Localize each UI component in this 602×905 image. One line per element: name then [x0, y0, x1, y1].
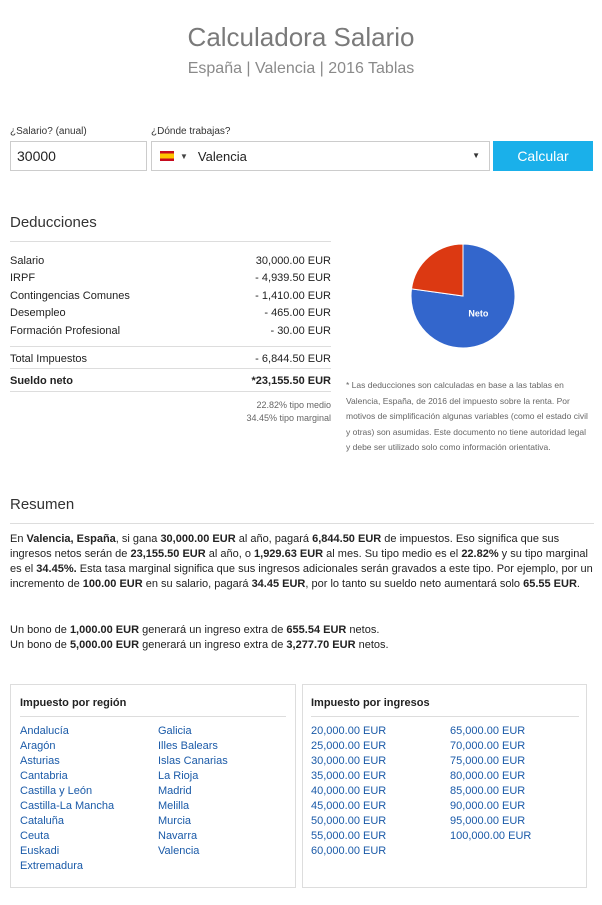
list-link[interactable]: La Rioja — [158, 770, 199, 782]
list-link[interactable]: 75,000.00 EUR — [450, 755, 526, 767]
divider — [10, 391, 331, 392]
list-link[interactable]: 30,000.00 EUR — [311, 755, 387, 767]
summary-text-run: En — [10, 533, 27, 545]
total-taxes-value: - 6,844.50 EUR — [255, 352, 331, 365]
list-link[interactable]: Valencia — [158, 845, 200, 857]
list-link[interactable]: 25,000.00 EUR — [311, 740, 387, 752]
deduction-label: Desempleo — [10, 307, 66, 319]
summary-text-run: 23,155.50 EUR — [130, 548, 206, 560]
bonus-5000-text — [10, 638, 594, 653]
summary-text-run: en su salario, pagará — [142, 578, 252, 590]
divider — [311, 716, 579, 717]
list-link[interactable]: 65,000.00 EUR — [450, 725, 526, 737]
summary-text-run: al mes. Su tipo medio es el — [323, 548, 462, 560]
list-link[interactable]: 100,000.00 EUR — [450, 830, 532, 842]
list-link[interactable]: Illes Balears — [158, 740, 218, 752]
deduction-label: IRPF — [10, 272, 36, 284]
summary-heading: Resumen — [10, 496, 75, 513]
pie-slice-impuestos — [411, 244, 463, 296]
calculate-button[interactable]: Calcular — [493, 141, 593, 171]
tax-by-region-panel — [10, 684, 296, 888]
summary-text-run: 34.45 EUR — [251, 578, 306, 590]
salary-label: ¿Salario? (anual) — [10, 126, 87, 137]
deduction-value: - 4,939.50 EUR — [255, 272, 331, 284]
list-link[interactable]: 40,000.00 EUR — [311, 785, 387, 797]
net-salary-value: *23,155.50 EUR — [251, 374, 331, 387]
deduction-row — [10, 252, 331, 269]
divider — [10, 241, 331, 242]
total-taxes-row — [10, 350, 331, 367]
net-salary-label: Sueldo neto — [10, 374, 73, 387]
list-link[interactable]: 70,000.00 EUR — [450, 740, 526, 752]
summary-text-run: Un bono de — [10, 624, 70, 636]
summary-text-run: 34.45%. — [36, 563, 77, 575]
summary-text-run: , si gana — [115, 533, 161, 545]
total-taxes-label: Total Impuestos — [10, 352, 88, 365]
list-link[interactable]: 20,000.00 EUR — [311, 725, 387, 737]
list-link[interactable]: Ceuta — [20, 830, 50, 842]
summary-text-run: generará un ingreso extra de — [139, 639, 287, 651]
summary-text-run: netos. — [346, 624, 380, 636]
divider — [20, 716, 286, 717]
pie-slice-label: Neto — [468, 308, 489, 319]
deduction-row — [10, 305, 331, 322]
deduction-label: Salario — [10, 254, 45, 267]
summary-text-run: Un bono de — [10, 639, 70, 651]
deduction-row — [10, 322, 331, 339]
page-title: Calculadora Salario — [187, 22, 415, 52]
deduction-label: Formación Profesional — [10, 324, 121, 337]
summary-text-run: 655.54 EUR — [286, 624, 347, 636]
flag-caret-icon: ▼ — [180, 151, 188, 161]
list-link[interactable]: Cataluña — [20, 815, 65, 827]
summary-text-run: y su tipo marginal es el — [10, 548, 588, 575]
summary-text-run: 6,844.50 EUR — [312, 533, 382, 545]
list-link[interactable]: Cantabria — [20, 770, 68, 782]
region-list-2 — [158, 724, 228, 859]
list-link[interactable]: Madrid — [158, 785, 192, 797]
list-link[interactable]: Murcia — [158, 815, 192, 827]
chevron-down-icon: ▼ — [472, 151, 480, 160]
list-link[interactable]: 80,000.00 EUR — [450, 770, 526, 782]
divider — [10, 523, 594, 524]
summary-text-run: 65.55 EUR — [523, 578, 577, 590]
spain-flag-icon — [160, 151, 174, 161]
location-label: ¿Dónde trabajas? — [151, 126, 231, 137]
income-list-2 — [450, 724, 531, 844]
summary-text-run: Esta tasa marginal significa que sus ingresos adicionales serán gravados a este tipo. Por ejemplo, por un incremento de — [10, 563, 593, 590]
tax-by-region-title: Impuesto por región — [20, 697, 127, 709]
page-subtitle: España | Valencia | 2016 Tablas — [187, 60, 415, 77]
deduction-label: Contingencias Comunes — [10, 289, 130, 302]
summary-text-run: 30,000.00 EUR — [160, 533, 236, 545]
summary-text-run: 3,277.70 EUR — [286, 639, 356, 651]
list-link[interactable]: Andalucía — [20, 725, 69, 737]
list-link[interactable]: 55,000.00 EUR — [311, 830, 387, 842]
list-link[interactable]: Navarra — [158, 830, 198, 842]
summary-paragraph — [10, 532, 594, 592]
summary-text-run: , por lo tanto su sueldo neto aumentará solo — [305, 578, 524, 590]
tax-by-income-title: Impuesto por ingresos — [311, 697, 430, 709]
list-link[interactable]: 85,000.00 EUR — [450, 785, 526, 797]
list-link[interactable]: Islas Canarias — [158, 755, 228, 767]
tax-by-income-panel — [302, 684, 587, 888]
marginal-rate: 34.45% tipo marginal — [246, 413, 331, 423]
summary-text-run: Valencia, España — [26, 533, 116, 545]
bonus-1000-text — [10, 623, 594, 638]
list-link[interactable]: Melilla — [158, 800, 190, 812]
summary-text-run: 5,000.00 EUR — [69, 639, 140, 651]
list-link[interactable]: Castilla y León — [20, 785, 93, 797]
deduction-value: - 465.00 EUR — [264, 307, 331, 319]
summary-text-run: 100.00 EUR — [82, 578, 143, 590]
region-list-1 — [20, 724, 114, 874]
summary-text-run: 22.82% — [461, 548, 499, 560]
income-list-1 — [311, 724, 386, 859]
list-link[interactable]: Asturias — [20, 755, 60, 767]
list-link[interactable]: 45,000.00 EUR — [311, 800, 387, 812]
summary-text-run: generará un ingreso extra de — [139, 624, 287, 636]
summary-text-run: 1,000.00 EUR — [69, 624, 140, 636]
list-link[interactable]: 35,000.00 EUR — [311, 770, 387, 782]
net-salary-row — [10, 372, 331, 389]
location-select[interactable] — [151, 141, 490, 171]
list-link[interactable]: Euskadi — [20, 845, 60, 857]
deductions-heading: Deducciones — [10, 214, 97, 231]
deduction-row — [10, 287, 331, 304]
deduction-value: - 30.00 EUR — [270, 324, 331, 337]
list-link[interactable]: Extremadura — [20, 860, 83, 872]
list-link[interactable]: Aragón — [20, 740, 56, 752]
summary-text-run: . — [576, 578, 580, 590]
summary-text-run: al año, o — [205, 548, 255, 560]
disclaimer-note: * Las deducciones son calculadas en base a las tablas en Valencia, España, de 2016 del impuesto sobre la renta. Por motivos de simplificación algunas variables (como el estado civil y otras) son asumidas. Este documento no tiene autoridad legal y debe ser utilizado solo como información orientativa. — [346, 380, 588, 452]
deduction-row — [10, 270, 331, 287]
list-link[interactable]: 60,000.00 EUR — [311, 845, 387, 857]
divider — [10, 346, 331, 347]
summary-text-run: de impuestos. Eso significa que sus ingresos netos serán de — [10, 533, 560, 560]
average-rate: 22.82% tipo medio — [256, 400, 331, 410]
list-link[interactable]: 50,000.00 EUR — [311, 815, 387, 827]
list-link[interactable]: Castilla-La Mancha — [20, 800, 115, 812]
deductions-pie-chart — [403, 236, 523, 356]
summary-text-run: al año, pagará — [235, 533, 313, 545]
list-link[interactable]: 95,000.00 EUR — [450, 815, 526, 827]
salary-input[interactable] — [10, 141, 147, 171]
list-link[interactable]: 90,000.00 EUR — [450, 800, 526, 812]
summary-text-run: netos. — [355, 639, 389, 651]
list-link[interactable]: Galicia — [158, 725, 192, 737]
summary-text-run: 1,929.63 EUR — [254, 548, 324, 560]
divider — [10, 368, 331, 369]
location-value: Valencia — [197, 148, 247, 164]
deduction-value: 30,000.00 EUR — [255, 254, 331, 267]
deduction-value: - 1,410.00 EUR — [255, 289, 331, 302]
